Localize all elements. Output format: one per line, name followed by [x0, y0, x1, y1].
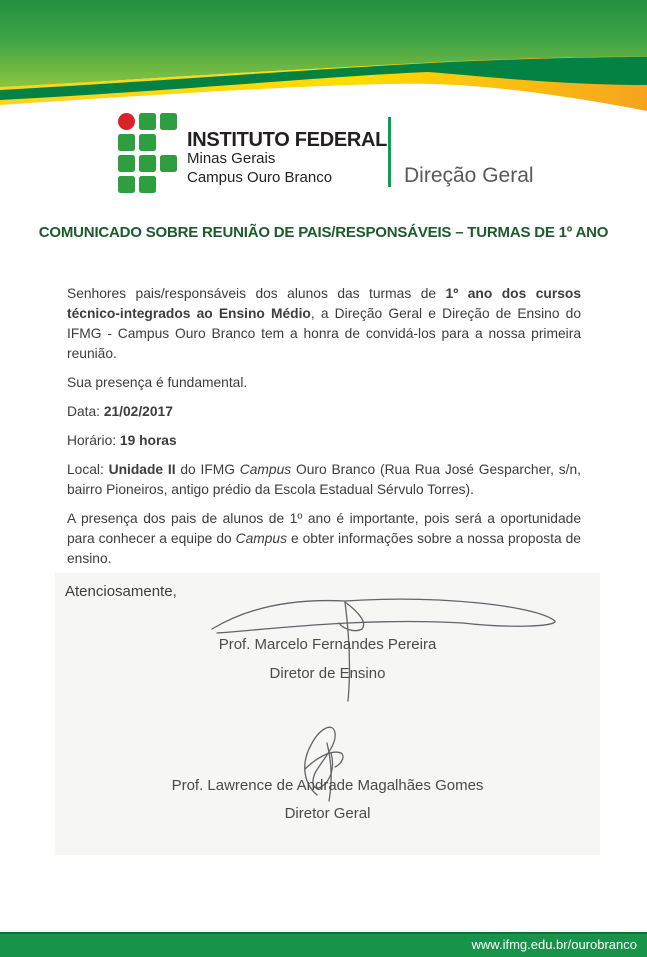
- paragraph: Senhores pais/responsáveis dos alunos das turmas de 1º ano dos cursos técnico-integrados ao Ensino Médio, a Direção Geral e Direção de Ensino do IFMG - Campus Ouro Branco tem a honra de convidá-los para a nossa primeira reunião.: [67, 286, 582, 361]
- paragraph: Sua presença é fundamental.: [67, 375, 248, 390]
- brand-text: [187, 130, 387, 187]
- institution-name: INSTITUTO FEDERAL: [187, 129, 388, 151]
- footer-url: www.ifmg.edu.br/ourobranco: [471, 937, 637, 952]
- signature-scan-block: [55, 573, 600, 855]
- paragraph: Local: Unidade II do IFMG Campus Ouro Branco (Rua Rua José Gesparcher, s/n, bairro Pioneiros, antigo prédio da Escola Estadual Sérvulo Torres).: [67, 462, 581, 497]
- signer-2-role: Diretor Geral: [284, 805, 371, 822]
- brand-divider: [388, 117, 391, 187]
- signer-1-role: Diretor de Ensino: [269, 665, 386, 682]
- header-banner-wave: [0, 0, 647, 115]
- page-title: COMUNICADO SOBRE REUNIÃO DE PAIS/RESPONSÁVEIS – TURMAS DE 1º ANO: [38, 224, 609, 241]
- body-paragraphs: [67, 284, 581, 578]
- ifmg-logo-icon: [118, 113, 177, 193]
- logo-dot: [118, 113, 135, 130]
- paragraph: A presença dos pais de alunos de 1º ano é importante, pois será a oportunidade para conhecer a equipe do Campus e obter informações sobre a nossa proposta de ensino.: [67, 511, 581, 566]
- paragraph: Horário: 19 horas: [67, 433, 177, 448]
- signer-1-name: Prof. Marcelo Fernandes Pereira: [218, 636, 437, 653]
- paragraph: Data: 21/02/2017: [67, 404, 173, 419]
- department-label: Direção Geral: [404, 164, 534, 187]
- institution-campus: Campus Ouro Branco: [187, 168, 333, 186]
- institution-state: Minas Gerais: [187, 150, 276, 167]
- closing-text: Atenciosamente,: [65, 583, 177, 600]
- signer-2-name: Prof. Lawrence de Andrade Magalhães Gomes: [171, 777, 484, 794]
- footer-bar: [0, 932, 647, 957]
